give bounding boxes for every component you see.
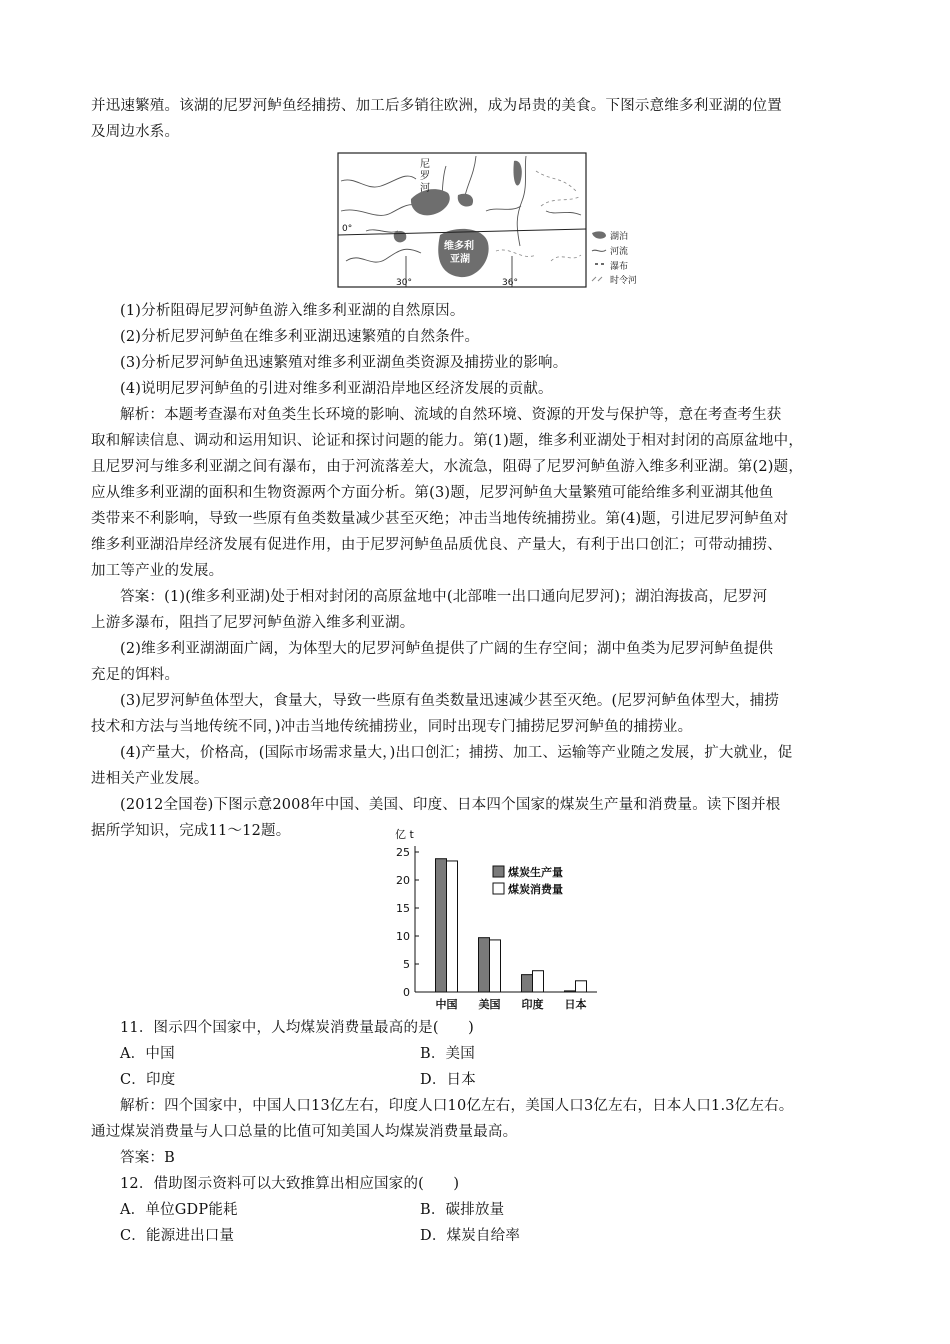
- legend-label: 煤炭消费量: [508, 883, 563, 896]
- legend-lake: 湖泊: [610, 232, 629, 242]
- option-d: D．日本: [420, 1072, 476, 1088]
- longitude-label-36: 36°: [502, 278, 518, 288]
- option-c: C．能源进出口量: [120, 1228, 235, 1244]
- latitude-label: 0°: [342, 224, 353, 234]
- legend-waterfall: 瀑布: [610, 262, 629, 272]
- y-tick-label: 5: [403, 958, 410, 971]
- question-4: (4)说明尼罗河鲈鱼的引进对维多利亚湖沿岸地区经济发展的贡献。: [120, 381, 553, 397]
- question-1: (1)分析阻碍尼罗河鲈鱼游入维多利亚湖的自然原因。: [120, 303, 465, 319]
- bar-production: [479, 938, 490, 992]
- question-2: (2)分析尼罗河鲈鱼在维多利亚湖迅速繁殖的自然条件。: [120, 329, 480, 345]
- analysis-line: 解析：本题考查瀑布对鱼类生长环境的影响、流域的自然环境、资源的开发与保护等，意在考查考生获: [120, 407, 782, 423]
- answer-line: 答案：(1)(维多利亚湖)处于相对封闭的高原盆地中(北部唯一出口通向尼罗河)；湖泊海拔高，尼罗河: [120, 589, 768, 605]
- intro-line: (2012全国卷)下图示意2008年中国、美国、印度、日本四个国家的煤炭生产量和消费量。读下图并根: [120, 797, 781, 813]
- analysis-line: 应从维多利亚湖的面积和生物资源两个方面分析。第(3)题，尼罗河鲈鱼大量繁殖可能给维多利亚湖其他鱼: [91, 485, 774, 501]
- answer-11: 答案：B: [120, 1150, 175, 1166]
- option-b: B．美国: [420, 1046, 475, 1062]
- text-line: 并迅速繁殖。该湖的尼罗河鲈鱼经捕捞、加工后多销往欧洲，成为昂贵的美食。下图示意维多利亚湖的位置: [91, 98, 782, 114]
- map-legend: [592, 230, 636, 286]
- victoria-lake-map: [336, 151, 636, 295]
- lake-label-1: 维多利: [444, 241, 474, 252]
- analysis-line: 类带来不利影响，导致一些原有鱼类数量减少甚至灭绝；冲击当地传统捕捞业。第(4)题，引进尼罗河鲈鱼对: [91, 511, 789, 527]
- answer-line: 充足的饵料。: [91, 667, 180, 683]
- bar-consumption: [533, 971, 544, 992]
- chart-legend: [493, 865, 563, 896]
- question-12: 12．借助图示资料可以大致推算出相应国家的( ): [120, 1176, 460, 1192]
- bar-production: [436, 859, 447, 992]
- analysis-line: 且尼罗河与维多利亚湖之间有瀑布，由于河流落差大，水流急，阻碍了尼罗河鲈鱼游入维多利亚湖。第(2)题，: [91, 459, 804, 475]
- legend-seasonal-river: 时令河: [610, 276, 636, 286]
- x-category-label: 日本: [564, 998, 587, 1011]
- answer-line: 上游多瀑布，阻挡了尼罗河鲈鱼游入维多利亚湖。: [91, 615, 415, 631]
- y-unit-label: 亿 t: [395, 828, 414, 841]
- option-a: A．单位GDP能耗: [120, 1202, 238, 1218]
- longitude-label-30: 30°: [396, 278, 412, 288]
- y-tick-label: 10: [396, 930, 410, 943]
- option-b: B．碳排放量: [420, 1202, 505, 1218]
- y-tick-label: 25: [396, 846, 410, 859]
- option-c: C．印度: [120, 1072, 176, 1088]
- analysis-line: 解析：四个国家中，中国人口13亿左右，印度人口10亿左右，美国人口3亿左右，日本人口1.3亿左右。: [120, 1098, 794, 1114]
- option-a: A．中国: [120, 1046, 175, 1062]
- x-category-label: 美国: [478, 998, 501, 1011]
- analysis-line: 维多利亚湖沿岸经济发展有促进作用，由于尼罗河鲈鱼品质优良、产量大，有利于出口创汇；可带动捕捞、: [91, 537, 782, 553]
- bar-consumption: [490, 940, 501, 992]
- y-tick-label: 0: [403, 986, 410, 999]
- nile-label-2: 罗: [420, 171, 430, 182]
- answer-line: 进相关产业发展。: [91, 771, 209, 787]
- analysis-line: 取和解读信息、调动和运用知识、论证和探讨问题的能力。第(1)题，维多利亚湖处于相对封闭的高原盆地中，: [91, 433, 804, 449]
- bar-production: [522, 975, 533, 992]
- text-line: 及周边水系。: [91, 124, 180, 140]
- x-category-label: 印度: [521, 998, 544, 1011]
- option-d: D．煤炭自给率: [420, 1228, 521, 1244]
- bar-consumption: [576, 981, 587, 992]
- nile-label-3: 河: [420, 183, 430, 194]
- answer-line: (3)尼罗河鲈鱼体型大，食量大，导致一些原有鱼类数量迅速减少甚至灭绝。(尼罗河鲈鱼体型大，捕捞: [120, 693, 780, 709]
- y-tick-label: 20: [396, 874, 410, 887]
- river-legend-icon: [592, 250, 606, 251]
- legend-label: 煤炭生产量: [508, 866, 563, 879]
- analysis-line: 加工等产业的发展。: [91, 563, 224, 579]
- intro-line: 据所学知识，完成11～12题。: [91, 823, 291, 839]
- nile-label-1: 尼: [420, 159, 430, 170]
- bar-production: [565, 991, 576, 992]
- question-3: (3)分析尼罗河鲈鱼迅速繁殖对维多利亚湖鱼类资源及捕捞业的影响。: [120, 355, 568, 371]
- analysis-line: 通过煤炭消费量与人口总量的比值可知美国人均煤炭消费量最高。: [91, 1124, 518, 1140]
- answer-line: (2)维多利亚湖湖面广阔，为体型大的尼罗河鲈鱼提供了广阔的生存空间；湖中鱼类为尼罗河鲈鱼提供: [120, 641, 774, 657]
- lake-legend-icon: [592, 231, 606, 238]
- bar-consumption: [447, 861, 458, 992]
- answer-line: (4)产量大，价格高，(国际市场需求量大，)出口创汇；捕捞、加工、运输等产业随之发展，扩大就业，促: [120, 745, 793, 761]
- answer-line: 技术和方法与当地传统不同，)冲击当地传统捕捞业，同时出现专门捕捞尼罗河鲈鱼的捕捞业。: [91, 719, 693, 735]
- lake-label-2: 亚湖: [450, 254, 470, 265]
- legend-swatch: [493, 883, 504, 894]
- x-category-label: 中国: [435, 998, 458, 1011]
- legend-swatch: [493, 866, 504, 877]
- question-11: 11．图示四个国家中，人均煤炭消费量最高的是( ): [120, 1020, 474, 1036]
- coal-bar-chart: [385, 822, 615, 1026]
- y-tick-label: 15: [396, 902, 410, 915]
- legend-river: 河流: [610, 247, 629, 257]
- seasonal-river-legend-icon: [592, 277, 602, 281]
